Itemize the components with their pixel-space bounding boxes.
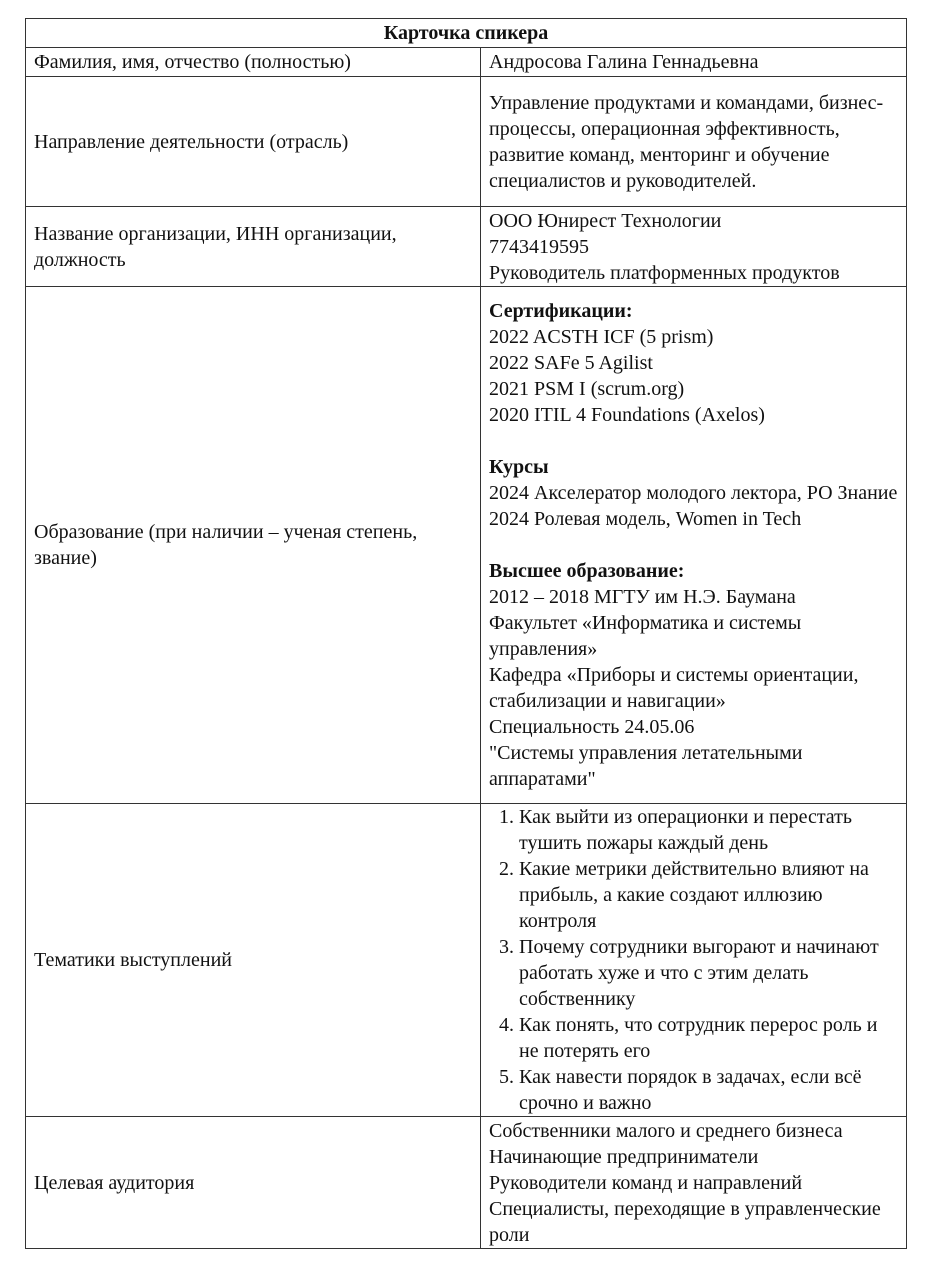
- name-value: Андросова Галина Геннадьевна: [481, 48, 907, 77]
- topic-item: 2. Какие метрики действительно влияют на прибыль, а какие создают иллюзию контроля: [519, 856, 898, 934]
- cert-item: 2022 SAFe 5 Agilist: [489, 352, 653, 374]
- topics-label: Тематики выступлений: [26, 804, 481, 1117]
- higher-education-item: "Системы управления летательными аппаратами": [489, 742, 808, 790]
- audience-label: Целевая аудитория: [26, 1117, 481, 1249]
- audience-value: [481, 1117, 907, 1249]
- name-label: Фамилия, имя, отчество (полностью): [26, 48, 481, 77]
- audience-item: Руководители команд и направлений: [489, 1171, 803, 1194]
- topics-value: [481, 804, 907, 1117]
- topic-item: 5. Как навести порядок в задачах, если всё срочно и важно: [519, 1064, 898, 1116]
- certs-heading: Сертификации:: [489, 300, 633, 322]
- field-value: Управление продуктами и командами, бизнес-процессы, операционная эффективность, развитие команд, менторинг и обучение специалистов и руководителей.: [481, 77, 907, 207]
- topic-item: 4. Как понять, что сотрудник перерос роль и не потерять его: [519, 1012, 898, 1064]
- higher-education-item: Кафедра «Приборы и системы ориентации, стабилизации и навигации»: [489, 664, 864, 712]
- higher-education-item: 2012 – 2018 МГТУ им Н.Э. Баумана: [489, 586, 796, 608]
- audience-item: Собственники малого и среднего бизнеса: [489, 1119, 843, 1142]
- field-label: Направление деятельности (отрасль): [26, 77, 481, 207]
- courses-heading: Курсы: [489, 456, 549, 478]
- higher-education-item: Факультет «Информатика и системы управления»: [489, 612, 807, 660]
- org-inn: 7743419595: [489, 235, 589, 258]
- higher-education-item: Специальность 24.05.06: [489, 716, 695, 738]
- cert-item: 2021 PSM I (scrum.org): [489, 378, 685, 400]
- topic-item: 1. Как выйти из операционки и перестать тушить пожары каждый день: [519, 804, 898, 856]
- audience-item: Специалисты, переходящие в управленческие роли: [489, 1197, 886, 1246]
- audience-item: Начинающие предприниматели: [489, 1145, 759, 1168]
- org-position: Руководитель платформенных продуктов: [489, 261, 840, 284]
- education-label: Образование (при наличии – ученая степень, звание): [26, 287, 481, 804]
- topics-list: [489, 804, 898, 1116]
- speaker-card-table: [25, 18, 907, 1249]
- org-value: [481, 207, 907, 287]
- higher-education-heading: Высшее образование:: [489, 560, 685, 582]
- topic-item: 3. Почему сотрудники выгорают и начинают работать хуже и что с этим делать собственнику: [519, 934, 898, 1012]
- education-value: [481, 287, 907, 804]
- card-title: Карточка спикера: [26, 19, 907, 48]
- course-item: 2024 Акселератор молодого лектора, РО Знание: [489, 482, 898, 504]
- cert-item: 2020 ITIL 4 Foundations (Axelos): [489, 404, 765, 426]
- course-item: 2024 Ролевая модель, Women in Tech: [489, 508, 802, 530]
- cert-item: 2022 ACSTH ICF (5 prism): [489, 326, 714, 348]
- org-label: Название организации, ИНН организации, должность: [26, 207, 481, 287]
- org-name: ООО Юнирест Технологии: [489, 209, 722, 232]
